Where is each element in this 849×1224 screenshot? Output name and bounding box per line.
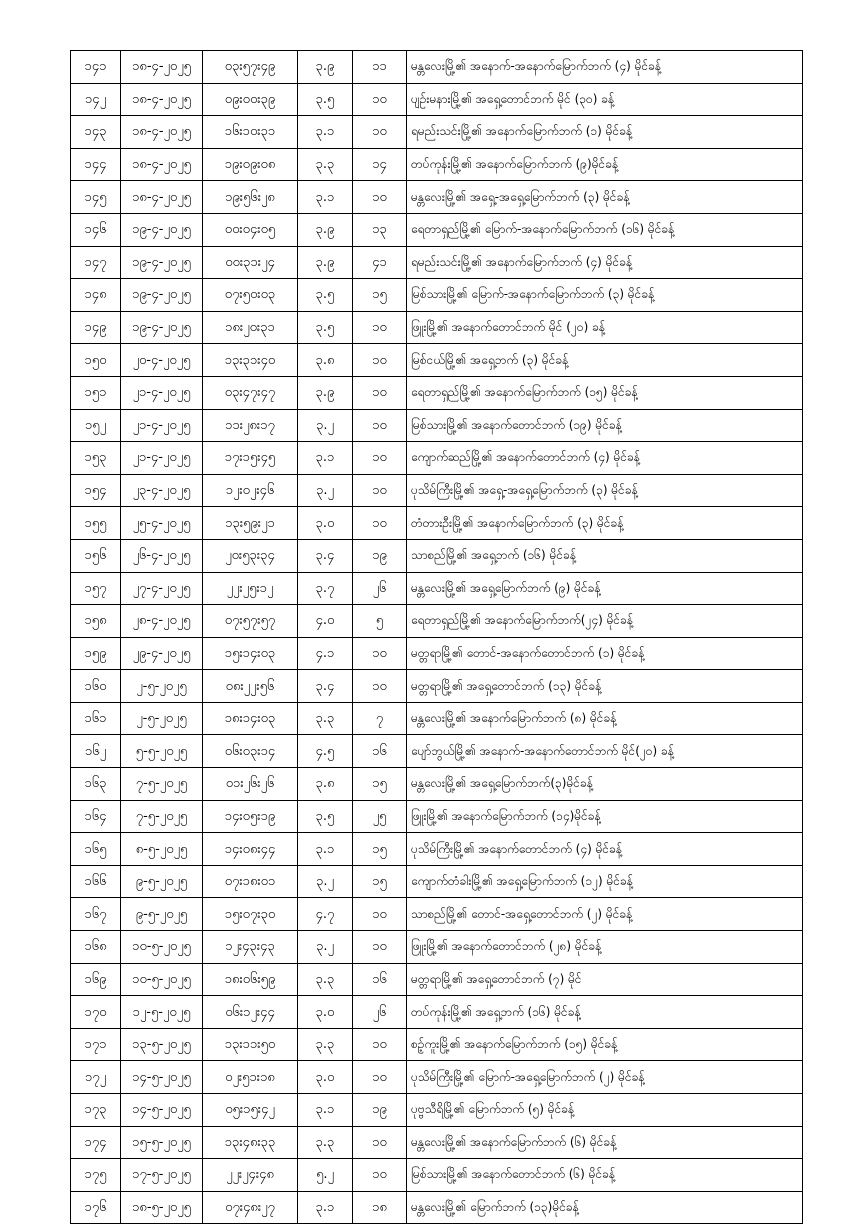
- row-number: ၁၄၄: [71, 148, 121, 181]
- magnitude-cell: ၃.၀: [298, 507, 353, 540]
- location-cell: ပုသိမ်ကြီးမြို့၏ အနောက်တောင်ဘက် (၄) မိုင်ခန့်: [407, 833, 803, 866]
- magnitude-cell: ၃.၉: [298, 51, 353, 84]
- depth-cell: ၁၀: [353, 1159, 407, 1192]
- magnitude-cell: ၃.၂: [298, 865, 353, 898]
- date-cell: ၁၈-၄-၂၀၂၅: [121, 83, 203, 116]
- time-cell: ၂၀း၅၃း၃၄: [203, 539, 298, 572]
- row-number: ၁၅၂: [71, 409, 121, 442]
- time-cell: ၂၂း၂၅း၁၂: [203, 572, 298, 605]
- date-cell: ၁၂-၅-၂၀၂၅: [121, 996, 203, 1029]
- table-row: [71, 931, 803, 964]
- row-number: ၁၇၅: [71, 1159, 121, 1192]
- time-cell: ၁၆း၁၀း၃၁: [203, 116, 298, 149]
- depth-cell: ၁၆: [353, 735, 407, 768]
- date-cell: ၁၈-၅-၂၀၂၅: [121, 1191, 203, 1224]
- table-row: [71, 1126, 803, 1159]
- location-cell: မန္တလေးမြို့၏ အရှေ့-အရှေ့မြောက်ဘက် (၃) မိုင်ခန့်: [407, 181, 803, 214]
- location-cell: တပ်ကုန်းမြို့၏ အရှေ့ဘက် (၁၆) မိုင်ခန့်: [407, 996, 803, 1029]
- time-cell: ၀၀း၀၄း၀၅: [203, 213, 298, 246]
- table-row: [71, 702, 803, 735]
- magnitude-cell: ၃.၂: [298, 409, 353, 442]
- magnitude-cell: ၃.၃: [298, 1126, 353, 1159]
- time-cell: ၀၇း၄၈း၂၇: [203, 1191, 298, 1224]
- magnitude-cell: ၅.၂: [298, 1159, 353, 1192]
- time-cell: ၀၆း၀၃း၁၄: [203, 735, 298, 768]
- date-cell: ၂၉-၄-၂၀၂၅: [121, 637, 203, 670]
- date-cell: ၁၉-၄-၂၀၂၅: [121, 246, 203, 279]
- time-cell: ၁၄း၀၅း၁၉: [203, 800, 298, 833]
- time-cell: ၁၈း၁၄း၀၃: [203, 702, 298, 735]
- magnitude-cell: ၃.၅: [298, 83, 353, 116]
- row-number: ၁၅၉: [71, 637, 121, 670]
- date-cell: ၁၅-၅-၂၀၂၅: [121, 1126, 203, 1159]
- time-cell: ၀၅း၁၅း၄၂: [203, 1094, 298, 1127]
- depth-cell: ၁၀: [353, 376, 407, 409]
- time-cell: ၀၃း၄၇း၄၇: [203, 376, 298, 409]
- magnitude-cell: ၃.၁: [298, 181, 353, 214]
- date-cell: ၁၉-၄-၂၀၂၅: [121, 213, 203, 246]
- table-row: [71, 605, 803, 638]
- date-cell: ၉-၅-၂၀၂၅: [121, 898, 203, 931]
- table-row: [71, 148, 803, 181]
- time-cell: ၁၃း၁၁း၅၀: [203, 1028, 298, 1061]
- row-number: ၁၄၈: [71, 279, 121, 312]
- time-cell: ၂၂း၂၄း၄၈: [203, 1159, 298, 1192]
- row-number: ၁၄၃: [71, 116, 121, 149]
- table-row: [71, 865, 803, 898]
- table-row: [71, 670, 803, 703]
- row-number: ၁၆၄: [71, 800, 121, 833]
- row-number: ၁၆၆: [71, 865, 121, 898]
- table-row: [71, 539, 803, 572]
- table-row: [71, 735, 803, 768]
- time-cell: ၀၀း၃၁း၂၄: [203, 246, 298, 279]
- location-cell: ဖြူးမြို့၏ အနောက်တောင်ဘက် မိုင် (၂၀) ခန့်: [407, 311, 803, 344]
- location-cell: တံတားဦးမြို့၏ အနောက်မြောက်ဘက် (၃) မိုင်ခန့်: [407, 507, 803, 540]
- date-cell: ၇-၅-၂၀၂၅: [121, 800, 203, 833]
- row-number: ၁၄၅: [71, 181, 121, 214]
- row-number: ၁၆၁: [71, 702, 121, 735]
- depth-cell: ၂၆: [353, 996, 407, 1029]
- depth-cell: ၁၀: [353, 409, 407, 442]
- time-cell: ၀၉း၀၀း၃၉: [203, 83, 298, 116]
- location-cell: မတ္တရာမြို့၏ အရှေ့တောင်ဘက် (၇) မိုင်: [407, 963, 803, 996]
- table-row: [71, 51, 803, 84]
- row-number: ၁၇၀: [71, 996, 121, 1029]
- magnitude-cell: ၃.၃: [298, 702, 353, 735]
- table-row: [71, 1061, 803, 1094]
- location-cell: သာစည်မြို့၏ တောင်-အရှေ့တောင်ဘက် (၂) မိုင်ခန့်: [407, 898, 803, 931]
- location-cell: ဖြူးမြို့၏ အနောက်တောင်ဘက် (၂၈) မိုင်ခန့်: [407, 931, 803, 964]
- depth-cell: ၁၀: [353, 344, 407, 377]
- time-cell: ၁၄း၀၈း၄၄: [203, 833, 298, 866]
- date-cell: ၂၇-၄-၂၀၂၅: [121, 572, 203, 605]
- date-cell: ၁၄-၅-၂၀၂၅: [121, 1061, 203, 1094]
- date-cell: ၂-၅-၂၀၂၅: [121, 702, 203, 735]
- location-cell: မြစ်သားမြို့၏ အနောက်တောင်ဘက် (၁၉) မိုင်ခန့်: [407, 409, 803, 442]
- location-cell: ပုသိမ်ကြီးမြို့၏ အရှေ့-အရှေ့မြောက်ဘက် (၃) မိုင်ခန့်: [407, 474, 803, 507]
- magnitude-cell: ၃.၁: [298, 442, 353, 475]
- date-cell: ၇-၅-၂၀၂၅: [121, 768, 203, 801]
- table-row: [71, 1191, 803, 1224]
- location-cell: မန္တလေးမြို့၏ အနောက်-အနောက်မြောက်ဘက် (၄) မိုင်ခန့်: [407, 51, 803, 84]
- depth-cell: ၁၁: [353, 51, 407, 84]
- location-cell: ပျဉ်းမနားမြို့၏ အရှေ့တောင်ဘက် မိုင် (၃၀) ခန့်: [407, 83, 803, 116]
- location-cell: ဖြူးမြို့၏ အနောက်မြောက်ဘက် (၁၄)မိုင်ခန့်: [407, 800, 803, 833]
- row-number: ၁၅၇: [71, 572, 121, 605]
- date-cell: ၁၈-၄-၂၀၂၅: [121, 148, 203, 181]
- table-row: [71, 376, 803, 409]
- row-number: ၁၄၆: [71, 213, 121, 246]
- magnitude-cell: ၃.၅: [298, 311, 353, 344]
- table-row: [71, 213, 803, 246]
- table-row: [71, 800, 803, 833]
- magnitude-cell: ၃.၁: [298, 116, 353, 149]
- depth-cell: ၁၀: [353, 931, 407, 964]
- depth-cell: ၁၅: [353, 833, 407, 866]
- location-cell: မန္တလေးမြို့၏ မြောက်ဘက် (၁၃)မိုင်ခန့်: [407, 1191, 803, 1224]
- date-cell: ၁၈-၄-၂၀၂၅: [121, 51, 203, 84]
- row-number: ၁၆၅: [71, 833, 121, 866]
- date-cell: ၂၁-၄-၂၀၂၅: [121, 442, 203, 475]
- row-number: ၁၄၉: [71, 311, 121, 344]
- location-cell: မန္တလေးမြို့၏ အနောက်မြောက်ဘက် (၆) မိုင်ခန့်: [407, 1126, 803, 1159]
- magnitude-cell: ၃.၉: [298, 246, 353, 279]
- magnitude-cell: ၃.၉: [298, 213, 353, 246]
- location-cell: မတ္တရာမြို့၏ အရှေ့တောင်ဘက် (၁၃) မိုင်ခန့်: [407, 670, 803, 703]
- time-cell: ၁၉း၅၆း၂၈: [203, 181, 298, 214]
- depth-cell: ၁၀: [353, 1126, 407, 1159]
- row-number: ၁၄၇: [71, 246, 121, 279]
- row-number: ၁၄၁: [71, 51, 121, 84]
- location-cell: မန္တလေးမြို့၏ အရှေ့မြောက်ဘက်(၃)မိုင်ခန့်: [407, 768, 803, 801]
- row-number: ၁၆၃: [71, 768, 121, 801]
- date-cell: ၂၁-၄-၂၀၂၅: [121, 376, 203, 409]
- location-cell: ရေတာရှည်မြို့၏ အနောက်မြောက်ဘက်(၂၄) မိုင်ခန့်: [407, 605, 803, 638]
- magnitude-cell: ၃.၀: [298, 996, 353, 1029]
- earthquake-table: [70, 50, 803, 1224]
- depth-cell: ၁၀: [353, 1028, 407, 1061]
- time-cell: ၀၁း၂၆း၂၆: [203, 768, 298, 801]
- magnitude-cell: ၄.၅: [298, 735, 353, 768]
- location-cell: စဉ့်ကူးမြို့၏ အနောက်မြောက်ဘက် (၁၅) မိုင်ခန့်: [407, 1028, 803, 1061]
- location-cell: ပုဗ္ဗသီရိမြို့၏ မြောက်ဘက် (၅) မိုင်ခန့်: [407, 1094, 803, 1127]
- table-row: [71, 344, 803, 377]
- date-cell: ၁၇-၅-၂၀၂၅: [121, 1159, 203, 1192]
- row-number: ၁၇၂: [71, 1061, 121, 1094]
- magnitude-cell: ၃.၈: [298, 768, 353, 801]
- time-cell: ၁၉း၀၉း၀၈: [203, 148, 298, 181]
- magnitude-cell: ၄.၇: [298, 898, 353, 931]
- time-cell: ၀၆း၁၂း၄၄: [203, 996, 298, 1029]
- date-cell: ၁၈-၄-၂၀၂၅: [121, 116, 203, 149]
- row-number: ၁၇၁: [71, 1028, 121, 1061]
- date-cell: ၂၀-၄-၂၀၂၅: [121, 344, 203, 377]
- table-row: [71, 1094, 803, 1127]
- table-row: [71, 572, 803, 605]
- row-number: ၁၇၆: [71, 1191, 121, 1224]
- table-row: [71, 474, 803, 507]
- time-cell: ၀၈း၂၂း၅၆: [203, 670, 298, 703]
- depth-cell: ၅: [353, 605, 407, 638]
- location-cell: မန္တလေးမြို့၏ အရှေ့မြောက်ဘက် (၉) မိုင်ခန့်: [407, 572, 803, 605]
- row-number: ၁၇၄: [71, 1126, 121, 1159]
- depth-cell: ၁၉: [353, 539, 407, 572]
- date-cell: ၂၅-၄-၂၀၂၅: [121, 507, 203, 540]
- location-cell: ပျော်ဘွယ်မြို့၏ အနောက်-အနောက်တောင်ဘက် မိုင်(၂၀) ခန့်: [407, 735, 803, 768]
- row-number: ၁၆၇: [71, 898, 121, 931]
- depth-cell: ၁၉: [353, 1094, 407, 1127]
- date-cell: ၂၈-၄-၂၀၂၅: [121, 605, 203, 638]
- time-cell: ၀၇း၁၈း၀၁: [203, 865, 298, 898]
- table-row: [71, 181, 803, 214]
- time-cell: ၁၅း၀၇း၃၀: [203, 898, 298, 931]
- time-cell: ၁၂း၀၂း၄၆: [203, 474, 298, 507]
- magnitude-cell: ၃.၁: [298, 833, 353, 866]
- depth-cell: ၇: [353, 702, 407, 735]
- time-cell: ၁၁း၂၈း၁၇: [203, 409, 298, 442]
- depth-cell: ၁၆: [353, 963, 407, 996]
- magnitude-cell: ၃.၃: [298, 1028, 353, 1061]
- depth-cell: ၁၀: [353, 311, 407, 344]
- magnitude-cell: ၃.၂: [298, 931, 353, 964]
- table-row: [71, 833, 803, 866]
- table-row: [71, 1028, 803, 1061]
- depth-cell: ၁၀: [353, 83, 407, 116]
- date-cell: ၁၉-၄-၂၀၂၅: [121, 279, 203, 312]
- magnitude-cell: ၃.၁: [298, 1191, 353, 1224]
- row-number: ၁၆၂: [71, 735, 121, 768]
- date-cell: ၁၀-၅-၂၀၂၅: [121, 931, 203, 964]
- magnitude-cell: ၃.၇: [298, 572, 353, 605]
- time-cell: ၁၃း၅၉း၂၁: [203, 507, 298, 540]
- time-cell: ၁၈း၂၀း၃၁: [203, 311, 298, 344]
- time-cell: ၀၇း၅၇း၅၇: [203, 605, 298, 638]
- location-cell: သာစည်မြို့၏ အရှေ့ဘက် (၁၆) မိုင်ခန့်: [407, 539, 803, 572]
- date-cell: ၅-၅-၂၀၂၅: [121, 735, 203, 768]
- location-cell: ရေတာရှည်မြို့၏ မြောက်-အနောက်မြောက်ဘက် (၁၆) မိုင်ခန့်: [407, 213, 803, 246]
- time-cell: ၁၇း၁၅း၄၅: [203, 442, 298, 475]
- location-cell: တပ်ကုန်းမြို့၏ အနောက်မြောက်ဘက် (၉)မိုင်ခန့်: [407, 148, 803, 181]
- date-cell: ၂၆-၄-၂၀၂၅: [121, 539, 203, 572]
- magnitude-cell: ၃.၀: [298, 1061, 353, 1094]
- depth-cell: ၂၅: [353, 800, 407, 833]
- table-row: [71, 442, 803, 475]
- table-row: [71, 246, 803, 279]
- date-cell: ၂၃-၄-၂၀၂၅: [121, 474, 203, 507]
- magnitude-cell: ၃.၂: [298, 474, 353, 507]
- time-cell: ၁၃း၄၈း၃၃: [203, 1126, 298, 1159]
- row-number: ၁၆၀: [71, 670, 121, 703]
- depth-cell: ၁၅: [353, 279, 407, 312]
- magnitude-cell: ၃.၃: [298, 148, 353, 181]
- depth-cell: ၄၁: [353, 246, 407, 279]
- date-cell: ၁၄-၅-၂၀၂၅: [121, 1094, 203, 1127]
- location-cell: ကျောက်တံခါးမြို့၏ အရှေ့မြောက်ဘက် (၁၂) မိုင်ခန့်: [407, 865, 803, 898]
- time-cell: ၀၂း၅၁း၁၈: [203, 1061, 298, 1094]
- magnitude-cell: ၄.၁: [298, 637, 353, 670]
- date-cell: ၁၃-၅-၂၀၂၅: [121, 1028, 203, 1061]
- date-cell: ၁၀-၅-၂၀၂၅: [121, 963, 203, 996]
- row-number: ၁၅၄: [71, 474, 121, 507]
- table-row: [71, 279, 803, 312]
- table-row: [71, 83, 803, 116]
- row-number: ၁၅၃: [71, 442, 121, 475]
- date-cell: ၂၁-၄-၂၀၂၅: [121, 409, 203, 442]
- location-cell: ရမည်းသင်းမြို့၏ အနောက်မြောက်ဘက် (၁) မိုင်ခန့်: [407, 116, 803, 149]
- depth-cell: ၁၀: [353, 1061, 407, 1094]
- depth-cell: ၂၆: [353, 572, 407, 605]
- time-cell: ၁၅း၁၄း၀၃: [203, 637, 298, 670]
- date-cell: ၈-၅-၂၀၂၅: [121, 833, 203, 866]
- time-cell: ၀၇း၅၀း၀၃: [203, 279, 298, 312]
- location-cell: မြစ်သားမြို့၏ အနောက်တောင်ဘက် (၆) မိုင်ခန့်: [407, 1159, 803, 1192]
- row-number: ၁၅၁: [71, 376, 121, 409]
- magnitude-cell: ၄.၀: [298, 605, 353, 638]
- magnitude-cell: ၃.၁: [298, 1094, 353, 1127]
- location-cell: မြစ်ငယ်မြို့၏ အရှေ့ဘက် (၃) မိုင်ခန့်: [407, 344, 803, 377]
- depth-cell: ၁၀: [353, 898, 407, 931]
- earthquake-table-body: [71, 51, 803, 1224]
- magnitude-cell: ၃.၅: [298, 800, 353, 833]
- time-cell: ၀၃း၅၇း၄၉: [203, 51, 298, 84]
- table-row: [71, 409, 803, 442]
- time-cell: ၁၃း၃၁း၄၀: [203, 344, 298, 377]
- depth-cell: ၁၅: [353, 768, 407, 801]
- location-cell: မြစ်သားမြို့၏ မြောက်-အနောက်မြောက်ဘက် (၃) မိုင်ခန့်: [407, 279, 803, 312]
- depth-cell: ၁၀: [353, 181, 407, 214]
- depth-cell: ၁၀: [353, 507, 407, 540]
- magnitude-cell: ၃.၄: [298, 539, 353, 572]
- depth-cell: ၁၀: [353, 637, 407, 670]
- row-number: ၁၅၅: [71, 507, 121, 540]
- magnitude-cell: ၃.၄: [298, 670, 353, 703]
- depth-cell: ၁၄: [353, 148, 407, 181]
- location-cell: ပုသိမ်ကြီးမြို့၏ မြောက်-အရှေ့မြောက်ဘက် (၂) မိုင်ခန့်: [407, 1061, 803, 1094]
- depth-cell: ၁၀: [353, 442, 407, 475]
- table-row: [71, 311, 803, 344]
- date-cell: ၉-၅-၂၀၂၅: [121, 865, 203, 898]
- magnitude-cell: ၃.၉: [298, 376, 353, 409]
- time-cell: ၁၂း၄၃း၄၃: [203, 931, 298, 964]
- depth-cell: ၁၀: [353, 474, 407, 507]
- row-number: ၁၄၂: [71, 83, 121, 116]
- date-cell: ၁၈-၄-၂၀၂၅: [121, 181, 203, 214]
- date-cell: ၁၉-၄-၂၀၂၅: [121, 311, 203, 344]
- table-row: [71, 996, 803, 1029]
- table-row: [71, 507, 803, 540]
- depth-cell: ၁၀: [353, 670, 407, 703]
- row-number: ၁၇၃: [71, 1094, 121, 1127]
- table-row: [71, 768, 803, 801]
- table-row: [71, 898, 803, 931]
- location-cell: ကျောက်ဆည်မြို့၏ အနောက်တောင်ဘက် (၄) မိုင်ခန့်: [407, 442, 803, 475]
- magnitude-cell: ၃.၈: [298, 344, 353, 377]
- depth-cell: ၁၈: [353, 1191, 407, 1224]
- magnitude-cell: ၃.၅: [298, 279, 353, 312]
- magnitude-cell: ၃.၃: [298, 963, 353, 996]
- table-row: [71, 637, 803, 670]
- table-row: [71, 1159, 803, 1192]
- depth-cell: ၁၅: [353, 865, 407, 898]
- depth-cell: ၁၀: [353, 116, 407, 149]
- row-number: ၁၆၈: [71, 931, 121, 964]
- row-number: ၁၅၀: [71, 344, 121, 377]
- table-row: [71, 116, 803, 149]
- depth-cell: ၁၃: [353, 213, 407, 246]
- time-cell: ၁၈း၀၆း၅၉: [203, 963, 298, 996]
- row-number: ၁၅၈: [71, 605, 121, 638]
- row-number: ၁၅၆: [71, 539, 121, 572]
- table-row: [71, 963, 803, 996]
- location-cell: မန္တလေးမြို့၏ အနောက်မြောက်ဘက် (၈) မိုင်ခန့်: [407, 702, 803, 735]
- location-cell: ရေတာရှည်မြို့၏ အနောက်မြောက်ဘက် (၁၅) မိုင်ခန့်: [407, 376, 803, 409]
- row-number: ၁၆၉: [71, 963, 121, 996]
- location-cell: မတ္တရာမြို့၏ တောင်-အနောက်တောင်ဘက် (၁) မိုင်ခန့်: [407, 637, 803, 670]
- location-cell: ရမည်းသင်းမြို့၏ အနောက်မြောက်ဘက် (၄) မိုင်ခန့်: [407, 246, 803, 279]
- date-cell: ၂-၅-၂၀၂၅: [121, 670, 203, 703]
